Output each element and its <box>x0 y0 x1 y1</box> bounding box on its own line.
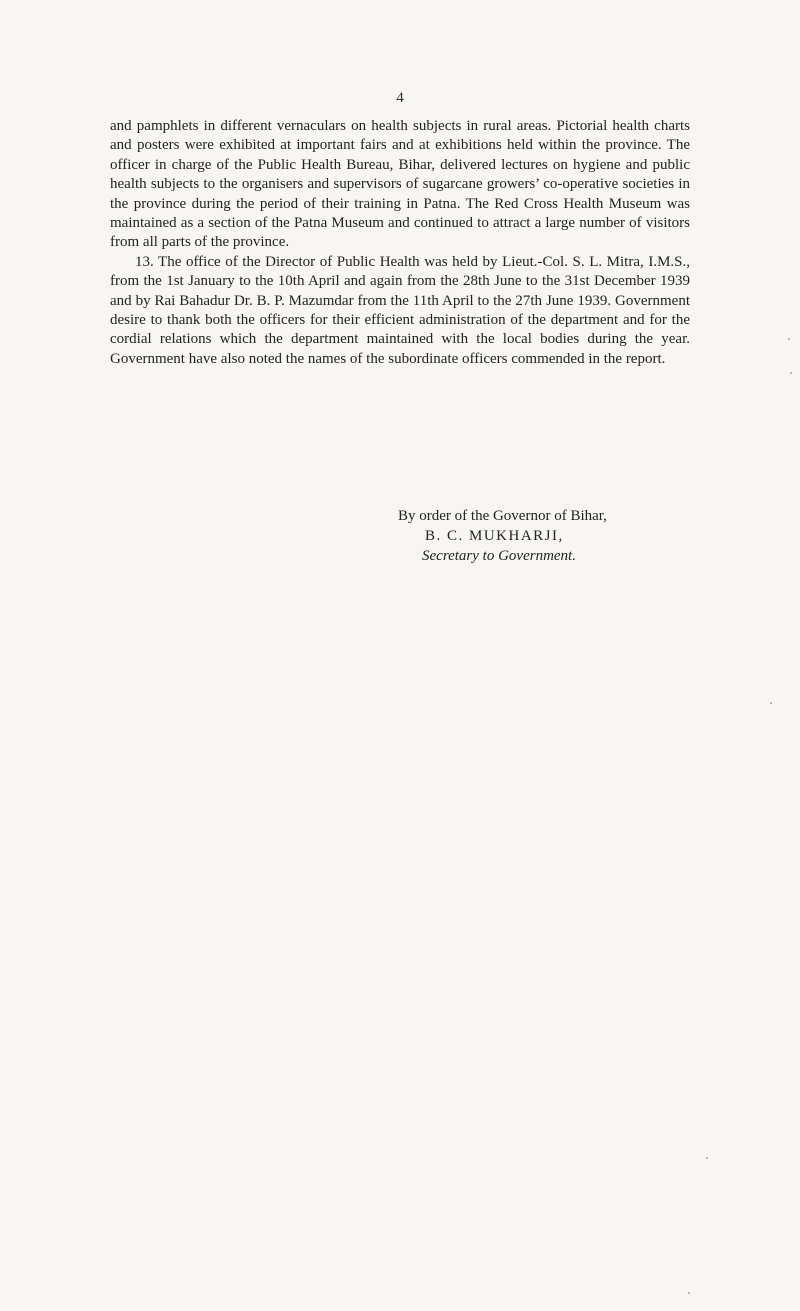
signature-name: B. C. MUKHARJI, <box>425 528 564 544</box>
paper-speck <box>788 338 790 340</box>
paper-speck <box>790 372 792 374</box>
paper-speck <box>706 1157 708 1159</box>
paper-speck <box>688 1292 690 1294</box>
paragraph-continuation: and pamphlets in different vernaculars on health subjects in rural areas. Pictorial health charts and posters were exhibited at important fairs and at exhibitions held within the province. The officer in charge of the Public Health Bureau, Bihar, delivered lectures on hygiene and public health subjects to the organisers and supervisors of sugarcane growers’ co-operative societies in the province during the period of their training in Patna. The Red Cross Health Museum was maintained as a section of the Patna Museum and continued to attract a large number of visitors from all parts of the province. <box>110 118 690 251</box>
signature-order-line: By order of the Governor of Bihar, <box>398 508 607 524</box>
paper-speck <box>770 702 772 704</box>
signature-title: Secretary to Government. <box>422 548 576 564</box>
page-number: 4 <box>396 90 404 106</box>
body-text <box>110 117 690 369</box>
paragraph-13: 13. The office of the Director of Public Health was held by Lieut.-Col. S. L. Mitra, I.M.S., from the 1st January to the 10th April and again from the 28th June to the 31st December 1939 and by Rai Bahadur Dr. B. P. Mazumdar from the 11th April to the 27th June 1939. Government desire to thank both the officers for their efficient administration of the department and for the cordial relations which the department maintained with the local bodies during the year. Government have also noted the names of the subordinate officers commended in the report. <box>110 253 690 367</box>
